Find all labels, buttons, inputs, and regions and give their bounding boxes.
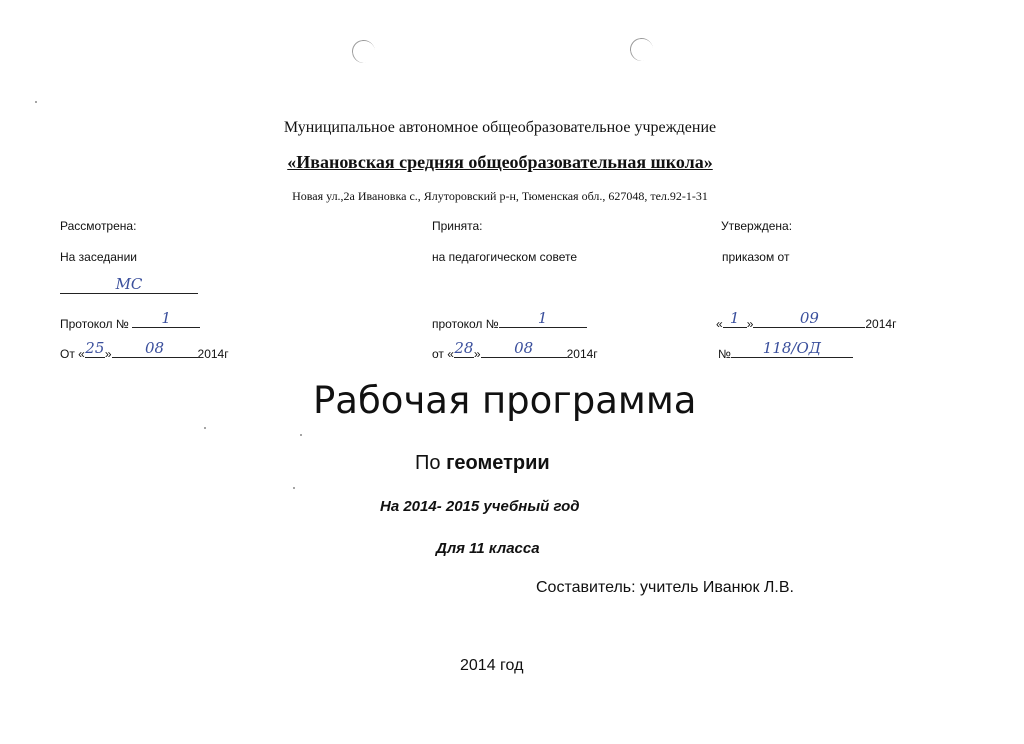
- punch-hole-mark: [628, 36, 655, 63]
- scan-speck: [300, 434, 302, 436]
- author: Составитель: учитель Иванюк Л.В.: [536, 579, 794, 596]
- school-name: «Ивановская средняя общеобразовательная школа»: [287, 152, 713, 172]
- scan-speck: [204, 427, 206, 429]
- left-block-line1: На заседании: [60, 250, 137, 264]
- right-date: « 1 » 09 2014г: [716, 309, 897, 331]
- scan-speck: [293, 487, 295, 489]
- middle-date: от « 28 » 08 2014г: [432, 339, 598, 361]
- right-block-title: Утверждена:: [721, 219, 793, 233]
- right-block-line1: приказом от: [722, 250, 790, 264]
- left-protocol: Протокол № 1: [60, 312, 200, 331]
- footer-year: 2014 год: [460, 657, 524, 674]
- middle-protocol: протокол № 1: [432, 312, 587, 331]
- signature-line: [60, 275, 198, 299]
- handwritten-order-number: 118/ОД: [762, 339, 821, 357]
- handwritten-day: 1: [729, 309, 740, 327]
- scan-speck: [35, 101, 37, 103]
- middle-block-title: Принята:: [432, 219, 483, 233]
- handwritten-day: 28: [454, 339, 474, 357]
- middle-block-line1: на педагогическом совете: [432, 250, 578, 264]
- punch-hole-mark: [350, 38, 377, 65]
- handwritten-protocol-number: 1: [161, 309, 171, 327]
- left-date: От « 25 » 08 2014г: [60, 339, 229, 361]
- grade: Для 11 класса: [436, 540, 540, 557]
- school-year: На 2014- 2015 учебный год: [380, 498, 580, 515]
- handwritten-month: 09: [799, 309, 819, 327]
- right-order-number: № 118/ОД: [718, 342, 853, 361]
- handwritten-month: 08: [514, 339, 534, 357]
- subject-line: По геометрии: [415, 452, 550, 474]
- handwritten-protocol-number: 1: [537, 309, 548, 327]
- subject-name: геометрии: [446, 452, 550, 474]
- handwritten-signature: МС: [115, 275, 143, 293]
- left-block-title: Рассмотрена:: [60, 219, 137, 233]
- handwritten-day: 25: [85, 339, 105, 357]
- institution-line: Муниципальное автономное общеобразовательное учреждение: [283, 119, 717, 136]
- school-address: Новая ул.,2а Ивановка с., Ялуторовский р-н, Тюменская обл., 627048, тел.92-1-31: [292, 189, 708, 203]
- handwritten-month: 08: [144, 339, 165, 357]
- document-title: Рабочая программа: [313, 379, 697, 422]
